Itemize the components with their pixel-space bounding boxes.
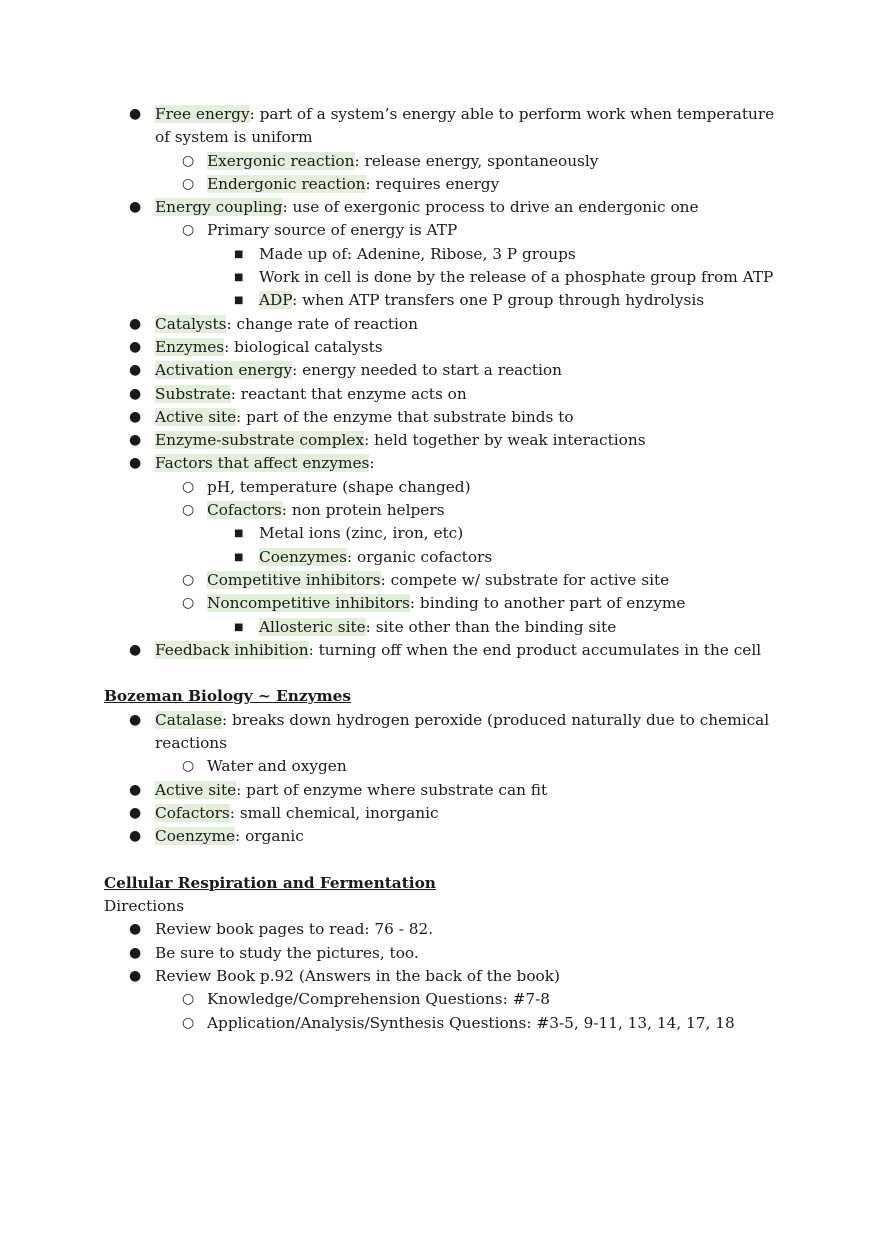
- list-item: [104, 569, 784, 592]
- bullet-icon: ●: [129, 315, 142, 332]
- highlighted-term: Substrate: [155, 384, 231, 403]
- list-item: [104, 988, 784, 1011]
- bullet-icon: ●: [129, 921, 142, 938]
- section-bozeman: [104, 685, 784, 848]
- list-item: [104, 499, 784, 522]
- definition-text: : turning off when the end product accumulates in the cell: [308, 640, 762, 659]
- definition-text: : reactant that enzyme acts on: [230, 384, 467, 403]
- highlighted-term: Free energy: [155, 105, 250, 123]
- highlighted-term: Enzyme-substrate complex: [155, 431, 365, 450]
- highlighted-term: Coenzyme: [155, 827, 236, 846]
- list-item-text: Metal ions (zinc, iron, etc): [259, 524, 464, 543]
- list-item: [104, 289, 784, 312]
- list-item-text: [259, 546, 784, 569]
- directions-label: Directions: [104, 897, 185, 916]
- bullet-icon: ■: [234, 551, 244, 563]
- list-item: [104, 802, 784, 825]
- list-item-text: [207, 569, 784, 592]
- list-item-text: [207, 173, 784, 196]
- list-item: [104, 779, 784, 802]
- list-item-text: Be sure to study the pictures, too.: [155, 943, 419, 962]
- definition-text: : change rate of reaction: [226, 314, 418, 333]
- highlighted-term: Factors that affect enzymes: [155, 454, 370, 473]
- definition-text: : use of exergonic process to drive an endergonic one: [282, 198, 699, 217]
- list-item: [104, 825, 784, 848]
- list-item: [104, 196, 784, 219]
- bullet-icon: ●: [129, 385, 142, 402]
- list-item: [104, 383, 784, 406]
- list-item: [104, 639, 784, 662]
- list-item-text: [155, 429, 784, 452]
- list-item: [104, 918, 784, 941]
- list-item: [104, 150, 784, 173]
- list-item: [104, 709, 784, 756]
- list-item: [104, 173, 784, 196]
- list-item-text: [259, 289, 784, 312]
- definition-text: : binding to another part of enzyme: [409, 594, 686, 613]
- bullet-icon: ●: [129, 408, 142, 425]
- bullet-icon: ■: [234, 248, 244, 260]
- bullet-icon: ■: [234, 621, 244, 633]
- bullet-icon: ■: [234, 295, 244, 307]
- definition-text: : when ATP transfers one P group through hydrolysis: [292, 291, 705, 310]
- highlighted-term: Active site: [155, 780, 237, 799]
- definition-text: : breaks down hydrogen peroxide (produced naturally due to chemical reactions: [155, 710, 770, 753]
- list-item: [104, 942, 784, 965]
- bullet-icon: ○: [182, 595, 195, 612]
- definition-text: : biological catalysts: [224, 337, 383, 356]
- list-item: [104, 592, 784, 615]
- list-item-text: [155, 802, 784, 825]
- definition-text: : non protein helpers: [281, 501, 445, 520]
- list-item: [104, 546, 784, 569]
- definition-text: : small chemical, inorganic: [229, 803, 439, 822]
- bullet-icon: ●: [129, 338, 142, 355]
- bozeman-list: [104, 709, 784, 849]
- bullet-icon: ●: [129, 711, 142, 728]
- list-item-text: [155, 383, 784, 406]
- highlighted-term: Noncompetitive inhibitors: [207, 594, 410, 613]
- list-item-text: [207, 499, 784, 522]
- list-item-text: [155, 779, 784, 802]
- list-item: [104, 476, 784, 499]
- definition-text: : part of the enzyme that substrate binds to: [236, 407, 574, 426]
- highlighted-term: Catalysts: [155, 314, 227, 333]
- list-item-text: Application/Analysis/Synthesis Questions: #3-5, 9-11, 13, 14, 17, 18: [207, 1013, 735, 1032]
- list-item-text: [207, 150, 784, 173]
- list-item: [104, 359, 784, 382]
- bullet-icon: ●: [129, 828, 142, 845]
- list-item-text: [155, 336, 784, 359]
- list-item: [104, 1012, 784, 1035]
- list-item-text: [155, 452, 784, 475]
- list-item: [104, 103, 784, 150]
- list-item-text: [155, 709, 784, 756]
- bullet-icon: ●: [129, 804, 142, 821]
- list-item: [104, 243, 784, 266]
- bullet-icon: ●: [129, 432, 142, 449]
- document-content: [104, 103, 784, 1035]
- list-item-text: pH, temperature (shape changed): [207, 477, 471, 496]
- list-item: [104, 452, 784, 475]
- highlighted-term: Endergonic reaction: [207, 174, 366, 193]
- bullet-icon: ■: [234, 272, 244, 284]
- bullet-icon: ●: [129, 199, 142, 216]
- list-item-text: [155, 103, 784, 150]
- highlighted-term: Allosteric site: [259, 617, 366, 636]
- list-item-text: [155, 313, 784, 336]
- bullet-icon: ■: [234, 528, 244, 540]
- bullet-icon: ○: [182, 991, 195, 1008]
- highlighted-term: Cofactors: [155, 803, 230, 822]
- list-item: [104, 522, 784, 545]
- highlighted-term: Activation energy: [155, 361, 293, 380]
- list-item: [104, 755, 784, 778]
- definition-text: : part of enzyme where substrate can fit: [236, 780, 548, 799]
- list-item-text: Made up of: Adenine, Ribose, 3 P groups: [259, 244, 576, 263]
- bullet-icon: ○: [182, 222, 195, 239]
- list-item-text: Water and oxygen: [207, 757, 347, 776]
- bullet-icon: ○: [182, 1014, 195, 1031]
- definition-text: :: [369, 454, 375, 473]
- list-item: [104, 219, 784, 242]
- highlighted-term: Active site: [155, 407, 237, 426]
- section-respiration: [104, 872, 784, 1035]
- bullet-icon: ●: [129, 106, 142, 122]
- list-item-text: Review book pages to read: 76 - 82.: [155, 920, 434, 939]
- bullet-icon: ○: [182, 175, 195, 192]
- bullet-icon: ○: [182, 571, 195, 588]
- directions-list: [104, 918, 784, 1034]
- bullet-icon: ○: [182, 478, 195, 495]
- bullet-icon: ●: [129, 641, 142, 658]
- highlighted-term: Cofactors: [207, 501, 282, 520]
- highlighted-term: Exergonic reaction: [207, 151, 355, 170]
- list-item-text: [155, 825, 784, 848]
- list-item-text: [155, 639, 784, 662]
- bullet-icon: ●: [129, 944, 142, 961]
- bullet-icon: ●: [129, 781, 142, 798]
- list-item: [104, 406, 784, 429]
- list-item: [104, 429, 784, 452]
- definition-text: : organic: [235, 827, 304, 846]
- bullet-icon: ●: [129, 455, 142, 472]
- highlighted-term: Energy coupling: [155, 198, 283, 217]
- bullet-icon: ●: [129, 362, 142, 379]
- highlighted-term: Feedback inhibition: [155, 640, 309, 659]
- bullet-icon: ○: [182, 152, 195, 169]
- section-heading: Bozeman Biology ~ Enzymes: [104, 687, 351, 706]
- list-item: [104, 616, 784, 639]
- list-item-text: [155, 359, 784, 382]
- list-item-text: Review Book p.92 (Answers in the back of the book): [155, 966, 561, 985]
- list-item: [104, 313, 784, 336]
- bullet-icon: ○: [182, 502, 195, 519]
- bullet-icon: ○: [182, 758, 195, 775]
- list-item: [104, 965, 784, 988]
- list-item-text: Primary source of energy is ATP: [207, 221, 458, 240]
- list-item-text: Work in cell is done by the release of a phosphate group from ATP: [259, 268, 774, 287]
- definition-text: : release energy, spontaneously: [354, 151, 599, 170]
- definition-text: : held together by weak interactions: [364, 431, 646, 450]
- definition-text: : energy needed to start a reaction: [292, 361, 562, 380]
- definition-text: : organic cofactors: [346, 547, 493, 566]
- highlighted-term: Competitive inhibitors: [207, 570, 381, 589]
- highlighted-term: Coenzymes: [259, 547, 347, 566]
- highlighted-term: Catalase: [155, 710, 223, 729]
- list-item: [104, 336, 784, 359]
- definition-text: : requires energy: [365, 174, 500, 193]
- bullet-icon: ●: [129, 967, 142, 984]
- list-item-text: [155, 406, 784, 429]
- definition-text: : part of a system’s energy able to perform work when temperature of system is uniform: [155, 105, 775, 147]
- list-item: [104, 266, 784, 289]
- key-terms-list: [104, 103, 784, 662]
- list-item-text: [155, 196, 784, 219]
- highlighted-term: Enzymes: [155, 337, 225, 356]
- list-item-text: [207, 592, 784, 615]
- highlighted-term: ADP: [259, 291, 293, 310]
- section-heading: Cellular Respiration and Fermentation: [104, 873, 436, 892]
- list-item-text: [259, 616, 784, 639]
- definition-text: : compete w/ substrate for active site: [380, 570, 670, 589]
- list-item-text: Knowledge/Comprehension Questions: #7-8: [207, 990, 551, 1009]
- definition-text: : site other than the binding site: [365, 617, 617, 636]
